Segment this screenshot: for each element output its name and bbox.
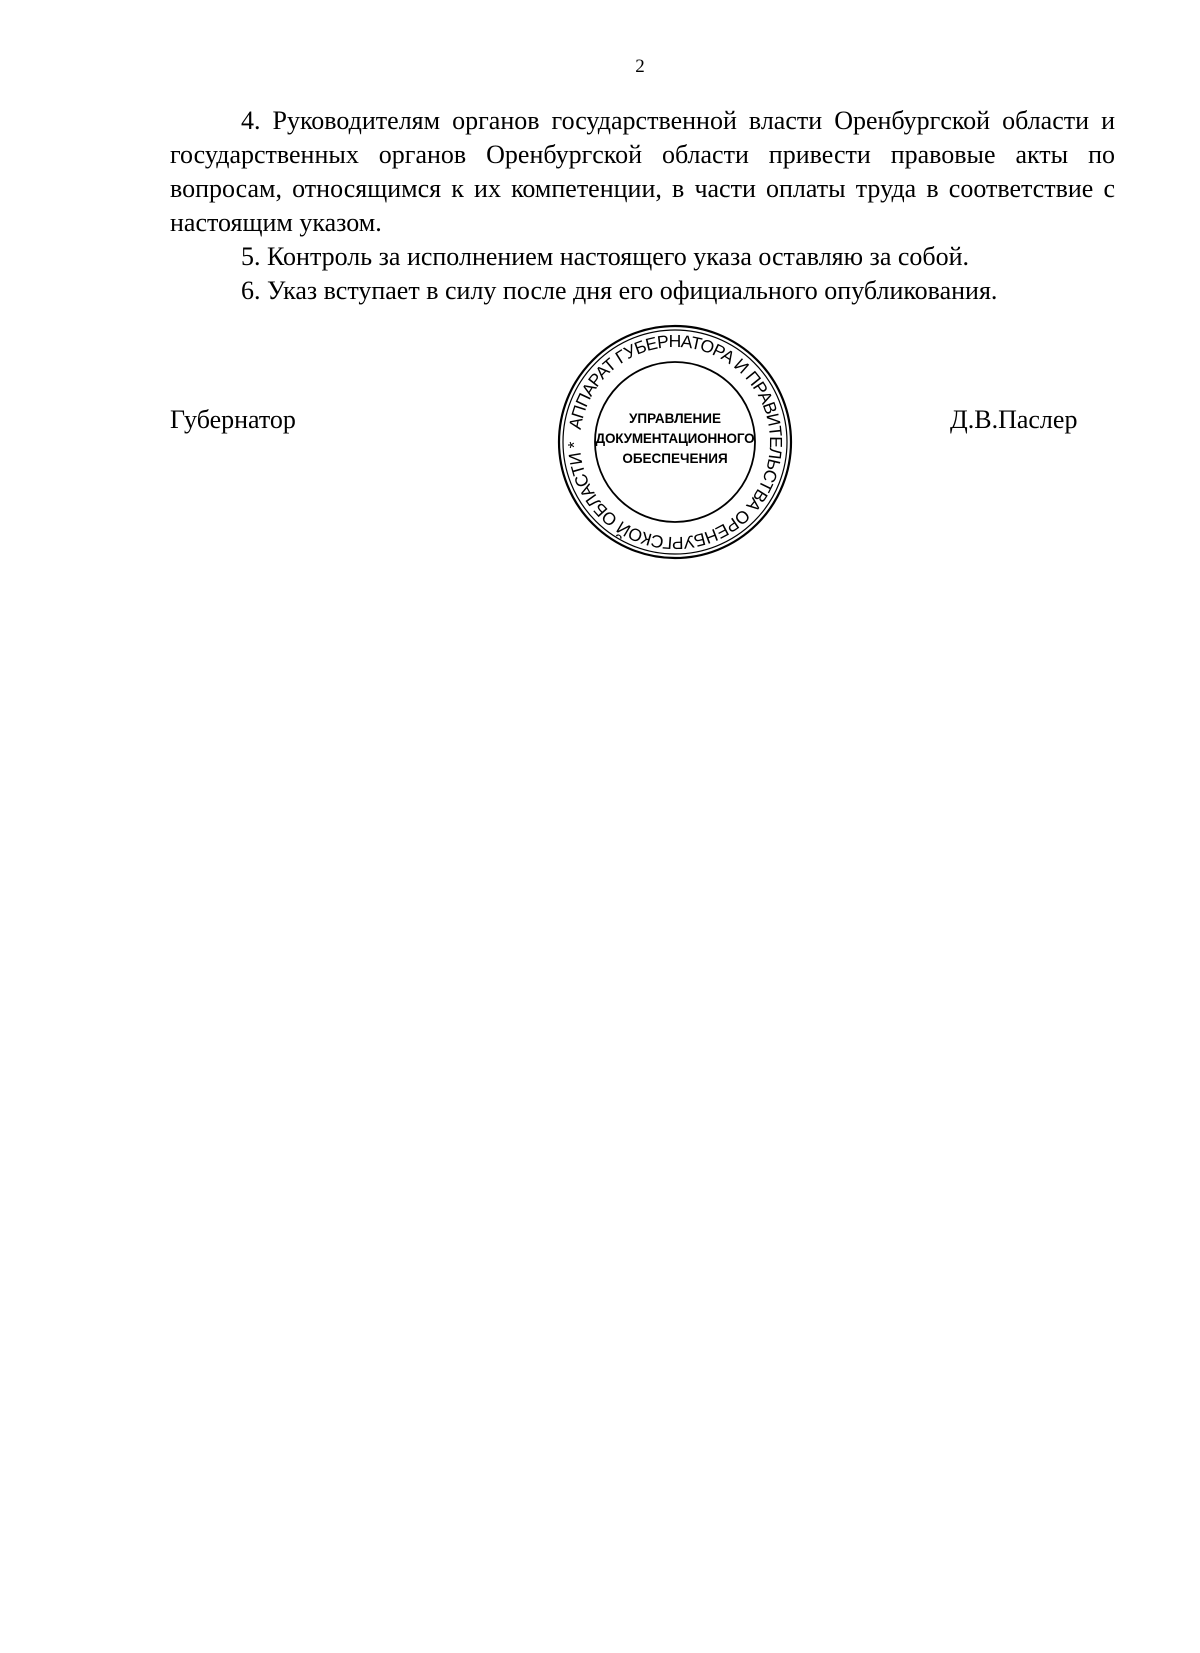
paragraph-4: 4. Руководителям органов государственной власти Оренбургской области и государственных органов Оренбургской области привести правовые акты по вопросам, относящимся к их компетенции, в части оплаты труда в соответствие с настоящим указом. [170, 106, 1115, 237]
seal-center-line: ДОКУМЕНТАЦИОННОГО [595, 431, 755, 446]
signer-name: Д.В.Паслер [950, 405, 1078, 434]
seal-ring-text: АППАРАТ ГУБЕРНАТОРА И ПРАВИТЕЛЬСТВА ОРЕНБУРГСКОЙ ОБЛАСТИ * [563, 330, 787, 554]
seal-center-line: ОБЕСПЕЧЕНИЯ [622, 451, 728, 466]
signer-role: Губернатор [170, 405, 296, 434]
signature-block [0, 0, 1200, 600]
paragraph-6: 6. Указ вступает в силу после дня его официального опубликования. [241, 276, 998, 305]
official-seal-stamp [555, 322, 795, 562]
seal-center-text [555, 409, 795, 469]
paragraph-5: 5. Контроль за исполнением настоящего указа оставляю за собой. [241, 242, 970, 271]
page-number: 2 [635, 56, 645, 77]
seal-center-line: УПРАВЛЕНИЕ [628, 411, 721, 426]
